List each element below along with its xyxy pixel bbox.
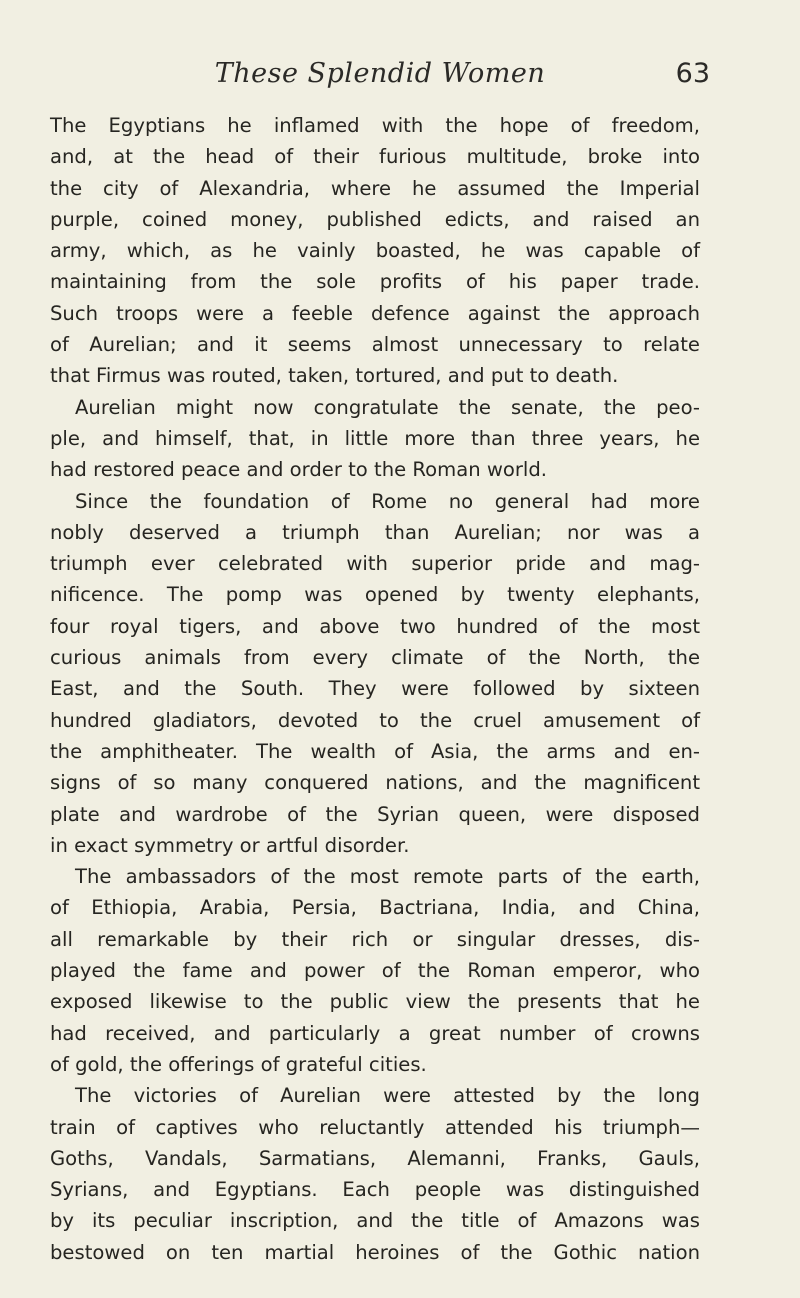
text-line: curious animals from every climate of the North, the: [50, 646, 700, 670]
text-line: played the fame and power of the Roman emperor, who: [50, 959, 700, 983]
text-line: by its peculiar inscription, and the title of Amazons was: [50, 1209, 700, 1233]
body-text: [50, 110, 700, 1268]
text-line: signs of so many conquered nations, and the magnificent: [50, 771, 700, 795]
text-line: Since the foundation of Rome no general had more: [75, 489, 700, 513]
text-line: triumph ever celebrated with superior pride and mag-: [50, 552, 700, 576]
text-line: Goths, Vandals, Sarmatians, Alemanni, Franks, Gauls,: [50, 1146, 700, 1170]
text-line: of Ethiopia, Arabia, Persia, Bactriana, India, and China,: [50, 896, 700, 920]
text-line: in exact symmetry or artful disorder.: [50, 833, 410, 857]
text-line: exposed likewise to the public view the presents that he: [50, 990, 700, 1014]
text-line: bestowed on ten martial heroines of the Gothic nation: [50, 1240, 700, 1264]
page-header: [50, 54, 710, 98]
text-line: purple, coined money, published edicts, and raised an: [50, 207, 700, 231]
text-line: plate and wardrobe of the Syrian queen, were disposed: [50, 802, 700, 826]
text-line: the amphitheater. The wealth of Asia, the arms and en-: [50, 739, 700, 763]
text-line: of gold, the offerings of grateful cities.: [50, 1052, 427, 1076]
text-line: train of captives who reluctantly attended his triumph—: [50, 1115, 700, 1139]
page-number: 63: [675, 58, 710, 89]
text-line: four royal tigers, and above two hundred of the most: [50, 614, 700, 638]
text-line: The Egyptians he inflamed with the hope of freedom,: [50, 114, 700, 137]
text-line: The ambassadors of the most remote parts of the earth,: [75, 865, 700, 889]
text-line: of Aurelian; and it seems almost unnecessary to relate: [50, 333, 700, 357]
text-line: Aurelian might now congratulate the senate, the peo-: [75, 395, 700, 419]
text-line: Such troops were a feeble defence against the approach: [50, 301, 700, 325]
text-line: nificence. The pomp was opened by twenty elephants,: [50, 583, 700, 607]
text-line: ple, and himself, that, in little more than three years, he: [50, 426, 700, 450]
text-line: that Firmus was routed, taken, tortured, and put to death.: [50, 364, 619, 388]
text-line: had received, and particularly a great number of crowns: [50, 1021, 700, 1045]
running-title: These Splendid Women: [214, 58, 546, 89]
text-line: Syrians, and Egyptians. Each people was distinguished: [50, 1178, 700, 1202]
text-line: and, at the head of their furious multitude, broke into: [50, 145, 700, 169]
text-line: the city of Alexandria, where he assumed the Imperial: [50, 176, 700, 200]
text-line: nobly deserved a triumph than Aurelian; nor was a: [50, 520, 700, 544]
text-line: all remarkable by their rich or singular dresses, dis-: [50, 927, 700, 951]
text-line: had restored peace and order to the Roman world.: [50, 458, 548, 482]
text-line: The victories of Aurelian were attested by the long: [75, 1084, 700, 1108]
text-line: maintaining from the sole profits of his paper trade.: [50, 270, 700, 294]
text-line: army, which, as he vainly boasted, he was capable of: [50, 239, 700, 263]
text-line: East, and the South. They were followed by sixteen: [50, 677, 700, 701]
text-line: hundred gladiators, devoted to the cruel amusement of: [50, 708, 700, 732]
